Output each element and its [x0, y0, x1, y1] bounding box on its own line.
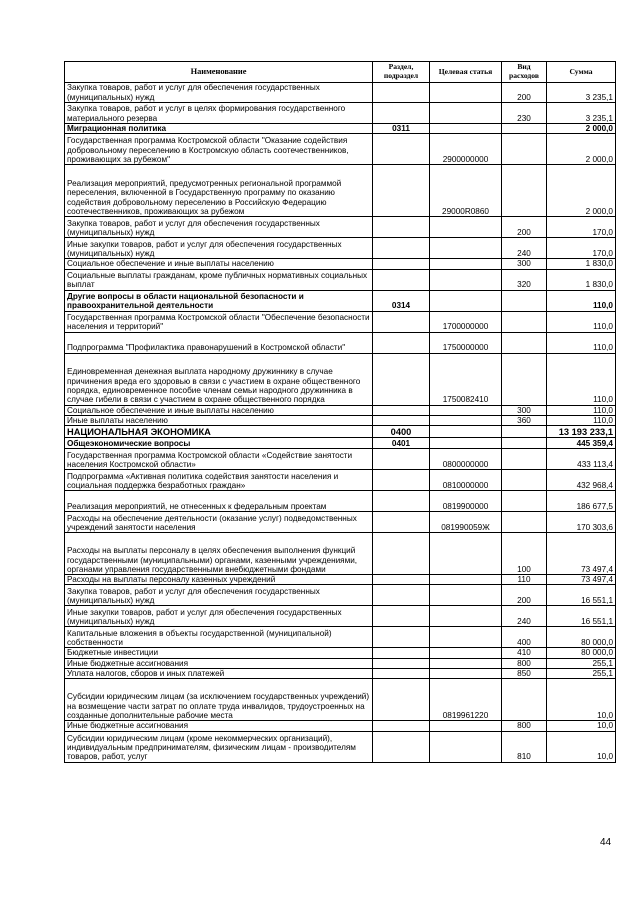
cell-name: Подпрограмма «Активная политика содействия занятости населения и социальная поддержка безработных граждан»: [65, 470, 373, 491]
table-row: [65, 679, 616, 721]
table-row: [65, 470, 616, 491]
cell-section: [373, 512, 430, 533]
cell-target: 29000R0860: [430, 165, 502, 217]
cell-section: [373, 415, 430, 425]
cell-target: [430, 585, 502, 606]
cell-name: Государственная программа Костромской области «Содействие занятости населения Костромской области»: [65, 449, 373, 470]
table-row: [65, 575, 616, 585]
cell-type: 800: [502, 658, 547, 668]
cell-name: Капитальные вложения в объекты государственной (муниципальной) собственности: [65, 627, 373, 648]
cell-target: [430, 238, 502, 259]
cell-type: [502, 426, 547, 438]
cell-type: [502, 124, 547, 134]
cell-section: [373, 332, 430, 353]
cell-sum: 16 551,1: [547, 585, 616, 606]
cell-type: 200: [502, 83, 547, 103]
header-target: Целевая статья: [430, 62, 502, 83]
cell-section: [373, 405, 430, 415]
cell-name: Закупка товаров, работ и услуг для обеспечения государственных (муниципальных) нужд: [65, 217, 373, 238]
cell-type: 410: [502, 648, 547, 658]
cell-type: [502, 449, 547, 470]
cell-sum: 1 830,0: [547, 269, 616, 290]
cell-target: [430, 103, 502, 124]
table-row: [65, 533, 616, 575]
cell-sum: 170 303,6: [547, 512, 616, 533]
cell-target: [430, 290, 502, 311]
table-row: [65, 259, 616, 269]
cell-type: 810: [502, 731, 547, 762]
table-body: [65, 83, 616, 763]
cell-target: [430, 627, 502, 648]
cell-section: [373, 238, 430, 259]
cell-name: Социальное обеспечение и иные выплаты населению: [65, 259, 373, 269]
cell-section: [373, 134, 430, 165]
cell-sum: 110,0: [547, 415, 616, 425]
cell-sum: 110,0: [547, 353, 616, 405]
cell-name: Расходы на выплаты персоналу в целях обеспечения выполнения функций государственными (муниципальными) органами, казенными учреждениями, органами управления государственными внебюджетными фондами: [65, 533, 373, 575]
cell-type: 100: [502, 533, 547, 575]
table-row: [65, 405, 616, 415]
cell-type: 850: [502, 669, 547, 679]
cell-sum: 186 677,5: [547, 491, 616, 512]
cell-name: Подпрограмма "Профилактика правонарушений в Костромской области": [65, 332, 373, 353]
cell-target: [430, 731, 502, 762]
cell-target: [430, 217, 502, 238]
table-header-row: [65, 62, 616, 83]
cell-target: 0800000000: [430, 449, 502, 470]
cell-type: [502, 512, 547, 533]
cell-target: [430, 669, 502, 679]
cell-sum: 10,0: [547, 721, 616, 731]
cell-section: [373, 83, 430, 103]
cell-type: 110: [502, 575, 547, 585]
cell-type: 200: [502, 217, 547, 238]
cell-type: 200: [502, 585, 547, 606]
cell-name: Реализация мероприятий, не отнесенных к федеральным проектам: [65, 491, 373, 512]
cell-section: [373, 606, 430, 627]
cell-name: Субсидии юридическим лицам (за исключением государственных учреждений) на возмещение части затрат по оплате труда инвалидов, трудоустроенных на созданные дополнительные рабочие места: [65, 679, 373, 721]
cell-section: [373, 658, 430, 668]
cell-target: [430, 606, 502, 627]
cell-section: 0400: [373, 426, 430, 438]
table-row: [65, 311, 616, 332]
table-row: [65, 353, 616, 405]
cell-section: [373, 575, 430, 585]
cell-name: Бюджетные инвестиции: [65, 648, 373, 658]
cell-section: [373, 648, 430, 658]
cell-section: [373, 533, 430, 575]
cell-name: Общеэкономические вопросы: [65, 438, 373, 449]
table-row: [65, 658, 616, 668]
cell-name: Расходы на выплаты персоналу казенных учреждений: [65, 575, 373, 585]
cell-target: [430, 658, 502, 668]
cell-type: [502, 332, 547, 353]
cell-name: Единовременная денежная выплата народному дружиннику в случае причинения вреда его здоровью в связи с участием в охране общественного порядка, единовременное пособие членам семьи народного дружинника в случае гибели в связи с участием в охране общественного порядка: [65, 353, 373, 405]
table-row: [65, 426, 616, 438]
table-row: [65, 124, 616, 134]
table-row: [65, 721, 616, 731]
cell-name: Закупка товаров, работ и услуг для обеспечения государственных (муниципальных) нужд: [65, 585, 373, 606]
cell-type: 240: [502, 606, 547, 627]
cell-sum: 110,0: [547, 332, 616, 353]
cell-type: 300: [502, 405, 547, 415]
table-row: [65, 165, 616, 217]
cell-target: [430, 259, 502, 269]
cell-target: [430, 533, 502, 575]
table-row: [65, 731, 616, 762]
cell-target: 1750000000: [430, 332, 502, 353]
cell-target: 1700000000: [430, 311, 502, 332]
cell-name: Иные закупки товаров, работ и услуг для обеспечения государственных (муниципальных) нужд: [65, 606, 373, 627]
cell-section: [373, 585, 430, 606]
table-row: [65, 669, 616, 679]
cell-section: [373, 449, 430, 470]
cell-name: Уплата налогов, сборов и иных платежей: [65, 669, 373, 679]
cell-section: 0401: [373, 438, 430, 449]
table-row: [65, 134, 616, 165]
cell-sum: 433 113,4: [547, 449, 616, 470]
cell-target: [430, 83, 502, 103]
table-row: [65, 290, 616, 311]
header-name: Наименование: [65, 62, 373, 83]
cell-section: [373, 311, 430, 332]
table-row: [65, 217, 616, 238]
cell-target: 0819961220: [430, 679, 502, 721]
cell-name: Иные бюджетные ассигнования: [65, 658, 373, 668]
cell-type: [502, 679, 547, 721]
cell-sum: 10,0: [547, 731, 616, 762]
cell-name: Расходы на обеспечение деятельности (оказание услуг) подведомственных учреждений занятости населения: [65, 512, 373, 533]
cell-name: Закупка товаров, работ и услуг в целях формирования государственного материального резерва: [65, 103, 373, 124]
cell-type: [502, 470, 547, 491]
cell-type: 230: [502, 103, 547, 124]
cell-target: 081990059Ж: [430, 512, 502, 533]
cell-name: Государственная программа Костромской области "Оказание содействия добровольному переселению в Костромскую область соотечественников, проживающих за рубежом": [65, 134, 373, 165]
cell-sum: 432 968,4: [547, 470, 616, 491]
cell-type: 300: [502, 259, 547, 269]
cell-target: [430, 269, 502, 290]
cell-name: Социальные выплаты гражданам, кроме публичных нормативных социальных выплат: [65, 269, 373, 290]
cell-type: 800: [502, 721, 547, 731]
cell-type: [502, 134, 547, 165]
cell-sum: 170,0: [547, 217, 616, 238]
cell-section: [373, 217, 430, 238]
cell-target: [430, 426, 502, 438]
cell-name: Миграционная политика: [65, 124, 373, 134]
cell-sum: 73 497,4: [547, 575, 616, 585]
cell-target: [430, 648, 502, 658]
cell-sum: 255,1: [547, 669, 616, 679]
cell-target: 0819900000: [430, 491, 502, 512]
budget-table: [64, 61, 616, 763]
cell-name: Субсидии юридическим лицам (кроме некоммерческих организаций), индивидуальным предпринимателям, физическим лицам - производителям товаров, работ, услуг: [65, 731, 373, 762]
page-number: 44: [600, 837, 612, 848]
table-row: [65, 491, 616, 512]
cell-target: [430, 721, 502, 731]
header-type: Вид расходов: [502, 62, 547, 83]
cell-section: [373, 669, 430, 679]
cell-name: Социальное обеспечение и иные выплаты населению: [65, 405, 373, 415]
cell-type: [502, 353, 547, 405]
cell-sum: 110,0: [547, 290, 616, 311]
table-row: [65, 438, 616, 449]
cell-sum: 2 000,0: [547, 165, 616, 217]
cell-sum: 10,0: [547, 679, 616, 721]
cell-section: [373, 491, 430, 512]
cell-sum: 3 235,1: [547, 103, 616, 124]
cell-sum: 2 000,0: [547, 134, 616, 165]
table-row: [65, 585, 616, 606]
cell-section: [373, 731, 430, 762]
table-row: [65, 606, 616, 627]
table-row: [65, 449, 616, 470]
cell-sum: 3 235,1: [547, 83, 616, 103]
cell-name: НАЦИОНАЛЬНАЯ ЭКОНОМИКА: [65, 426, 373, 438]
header-sum: Сумма: [547, 62, 616, 83]
table-row: [65, 103, 616, 124]
cell-sum: 80 000,0: [547, 648, 616, 658]
table-row: [65, 269, 616, 290]
cell-name: Государственная программа Костромской области "Обеспечение безопасности населения и территорий": [65, 311, 373, 332]
table-row: [65, 238, 616, 259]
cell-section: [373, 721, 430, 731]
cell-type: [502, 491, 547, 512]
cell-sum: 110,0: [547, 405, 616, 415]
cell-type: 360: [502, 415, 547, 425]
cell-sum: 16 551,1: [547, 606, 616, 627]
cell-sum: 445 359,4: [547, 438, 616, 449]
cell-name: Другие вопросы в области национальной безопасности и правоохранительной деятельности: [65, 290, 373, 311]
table-row: [65, 627, 616, 648]
cell-section: 0314: [373, 290, 430, 311]
cell-type: 320: [502, 269, 547, 290]
cell-sum: 170,0: [547, 238, 616, 259]
cell-section: [373, 165, 430, 217]
cell-target: [430, 124, 502, 134]
cell-section: [373, 103, 430, 124]
cell-name: Реализация мероприятий, предусмотренных региональной программой переселения, включенной в Государственную программу по оказанию содействия добровольному переселению в Российскую Федерацию соотечественников, проживающих за рубежом: [65, 165, 373, 217]
cell-sum: 80 000,0: [547, 627, 616, 648]
cell-sum: 73 497,4: [547, 533, 616, 575]
cell-target: 2900000000: [430, 134, 502, 165]
cell-section: 0311: [373, 124, 430, 134]
cell-target: [430, 405, 502, 415]
cell-section: [373, 269, 430, 290]
cell-sum: 1 830,0: [547, 259, 616, 269]
cell-section: [373, 679, 430, 721]
cell-name: Иные выплаты населению: [65, 415, 373, 425]
cell-type: [502, 438, 547, 449]
cell-section: [373, 353, 430, 405]
cell-section: [373, 259, 430, 269]
cell-target: 0810000000: [430, 470, 502, 491]
table-row: [65, 648, 616, 658]
cell-sum: 2 000,0: [547, 124, 616, 134]
table-row: [65, 415, 616, 425]
cell-type: [502, 311, 547, 332]
cell-name: Иные закупки товаров, работ и услуг для обеспечения государственных (муниципальных) нужд: [65, 238, 373, 259]
cell-section: [373, 627, 430, 648]
cell-target: [430, 438, 502, 449]
table-row: [65, 83, 616, 103]
table-row: [65, 512, 616, 533]
table-row: [65, 332, 616, 353]
cell-sum: 13 193 233,1: [547, 426, 616, 438]
cell-type: [502, 165, 547, 217]
cell-section: [373, 470, 430, 491]
cell-target: [430, 575, 502, 585]
cell-target: 1750082410: [430, 353, 502, 405]
cell-name: Иные бюджетные ассигнования: [65, 721, 373, 731]
cell-name: Закупка товаров, работ и услуг для обеспечения государственных (муниципальных) нужд: [65, 83, 373, 103]
cell-target: [430, 415, 502, 425]
cell-type: [502, 290, 547, 311]
header-section: Раздел, подраздел: [373, 62, 430, 83]
cell-type: 240: [502, 238, 547, 259]
cell-sum: 255,1: [547, 658, 616, 668]
cell-sum: 110,0: [547, 311, 616, 332]
cell-type: 400: [502, 627, 547, 648]
